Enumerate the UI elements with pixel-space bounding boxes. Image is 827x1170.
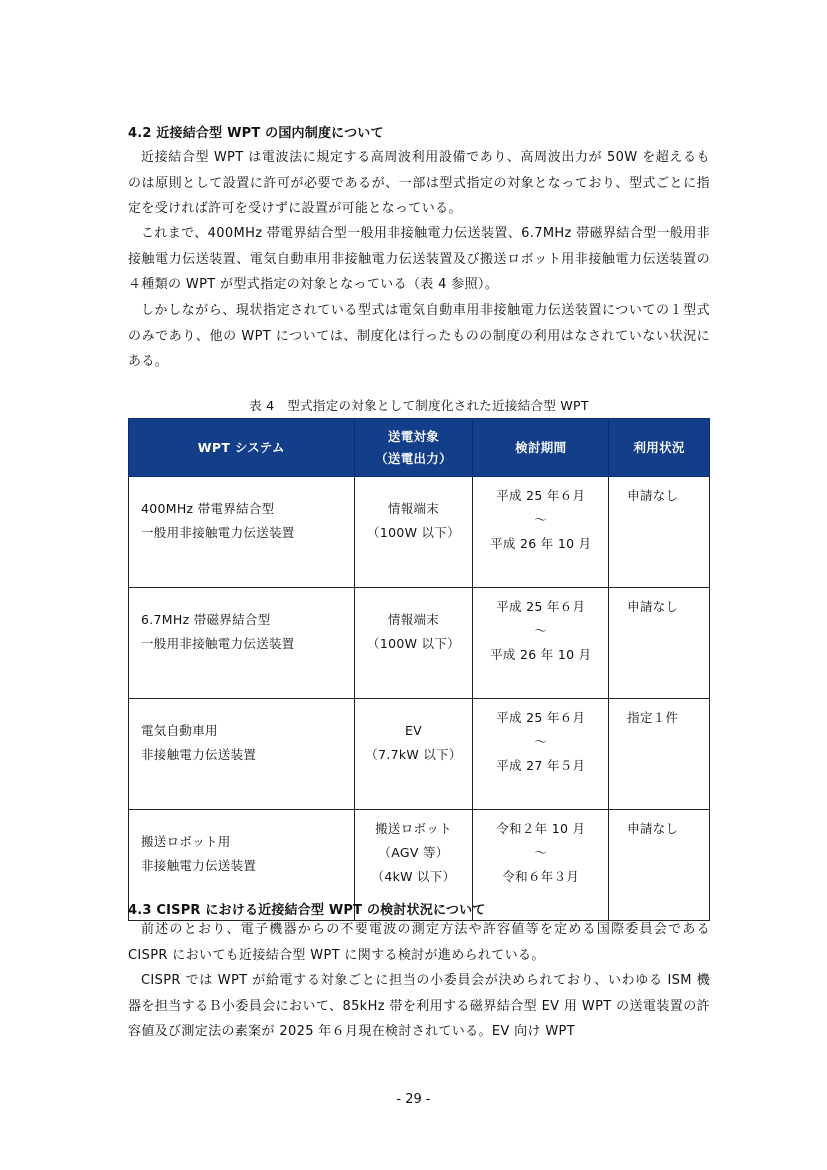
- table-row: [129, 588, 710, 699]
- table-row: [129, 477, 710, 588]
- system-line: 非接触電力伝送装置: [141, 747, 257, 762]
- header-target-line: 送電対象: [387, 428, 440, 444]
- table-header-row: [129, 419, 710, 477]
- cell-usage: 申請なし: [609, 588, 710, 699]
- target-line: EV: [404, 723, 423, 738]
- period-start: 平成 25 年６月: [496, 710, 586, 725]
- cell-usage: 指定１件: [609, 699, 710, 810]
- target-line: （100W 以下）: [367, 636, 460, 651]
- cell-usage: 申請なし: [609, 477, 710, 588]
- table-4-caption: 表 4 型式指定の対象として制度化された近接結合型 WPT: [249, 398, 589, 413]
- target-line: （7.7kW 以下）: [365, 747, 462, 762]
- header-output-line: （送電出力）: [375, 450, 452, 466]
- section-4-3-paragraph-2: CISPR では WPT が給電する対象ごとに担当の小委員会が決められており、いわゆる ISM 機器を担当するＢ小委員会において、85kHz 帯を利用する磁界結合型 EV 用 WPT の送電装置の許容値及び測定法の素案が 2025 年６月現在検討されている。EV 向け WPT: [128, 973, 710, 1040]
- system-line: 400MHz 帯電界結合型: [141, 501, 275, 516]
- period-start: 平成 25 年６月: [496, 599, 586, 614]
- period-end: 平成 26 年 10 月: [490, 647, 592, 662]
- cell-period: [473, 699, 609, 810]
- system-line: 搬送ロボット用: [141, 834, 231, 849]
- cell-system: [129, 477, 355, 588]
- target-line: 情報端末: [387, 612, 440, 627]
- cell-target: [354, 699, 473, 810]
- cell-system: [129, 588, 355, 699]
- system-line: 一般用非接触電力伝送装置: [141, 525, 295, 540]
- section-4-2-paragraph-3: しかしながら、現状指定されている型式は電気自動車用非接触電力伝送装置についての１型式のみであり、他の WPT については、制度化は行ったものの制度の利用はなされていない状況にある。: [128, 303, 710, 370]
- system-line: 電気自動車用: [141, 723, 218, 738]
- page-number: - 29 -: [396, 1092, 431, 1107]
- target-line: 搬送ロボット: [375, 821, 452, 836]
- period-start: 平成 25 年６月: [496, 488, 586, 503]
- cell-system: [129, 699, 355, 810]
- cell-period: [473, 810, 609, 921]
- section-4-3-heading: 4.3 CISPR における近接結合型 WPT の検討状況について: [128, 903, 486, 918]
- target-line: （4kW 以下）: [371, 869, 456, 884]
- section-4-2-paragraph-2: これまで、400MHz 帯電界結合型一般用非接触電力伝送装置、6.7MHz 帯磁界結合型一般用非接触電力伝送装置、電気自動車用非接触電力伝送装置及び搬送ロボット用非接触電力伝送装置の４種類の WPT が型式指定の対象となっている（表 4 参照）。: [128, 226, 710, 293]
- table-row: [129, 699, 710, 810]
- cell-target: [354, 588, 473, 699]
- cell-period: [473, 477, 609, 588]
- header-transmission-target: [354, 419, 473, 477]
- system-line: 一般用非接触電力伝送装置: [141, 636, 295, 651]
- period-separator: ～: [534, 623, 548, 638]
- system-line: 6.7MHz 帯磁界結合型: [141, 612, 271, 627]
- table-4: [128, 418, 710, 921]
- target-line: （100W 以下）: [367, 525, 460, 540]
- target-line: 情報端末: [387, 501, 440, 516]
- period-separator: ～: [534, 512, 548, 527]
- cell-period: [473, 588, 609, 699]
- header-study-period: 検討期間: [473, 419, 609, 477]
- period-end: 平成 26 年 10 月: [490, 536, 592, 551]
- cell-target: [354, 477, 473, 588]
- section-4-3-paragraph-1: 前述のとおり、電子機器からの不要電波の測定方法や許容値等を定める国際委員会である CISPR においても近接結合型 WPT に関する検討が進められている。: [128, 922, 710, 963]
- system-line: 非接触電力伝送装置: [141, 858, 257, 873]
- section-4-2-heading: 4.2 近接結合型 WPT の国内制度について: [128, 126, 384, 141]
- target-line: （AGV 等）: [378, 845, 449, 860]
- period-separator: ～: [534, 734, 548, 749]
- period-start: 令和２年 10 月: [496, 821, 586, 836]
- cell-usage: 申請なし: [609, 810, 710, 921]
- period-end: 平成 27 年５月: [496, 758, 586, 773]
- period-separator: ～: [534, 845, 548, 860]
- header-usage-status: 利用状況: [609, 419, 710, 477]
- period-end: 令和６年３月: [502, 869, 580, 884]
- header-wpt-system: WPT システム: [129, 419, 355, 477]
- section-4-2-paragraph-1: 近接結合型 WPT は電波法に規定する高周波利用設備であり、高周波出力が 50W を超えるものは原則として設置に許可が必要であるが、一部は型式指定の対象となっており、型式ごとに指定を受ければ許可を受けずに設置が可能となっている。: [128, 150, 710, 217]
